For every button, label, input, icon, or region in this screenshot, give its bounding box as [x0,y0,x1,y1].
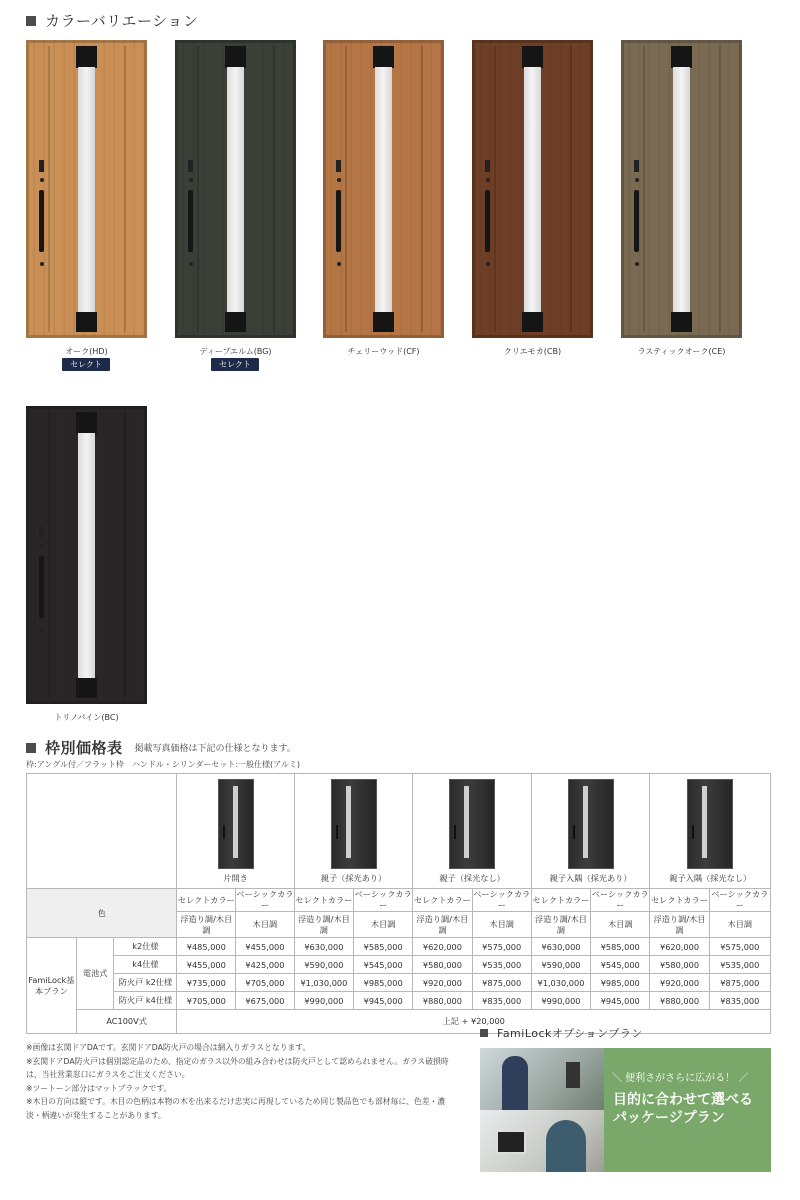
ac-label: AC100V式 [76,1010,177,1034]
price-cell: ¥455,000 [236,938,295,956]
price-cell: ¥675,000 [236,992,295,1010]
table-corner [27,774,177,889]
price-cell: ¥705,000 [177,992,236,1010]
grain-col: 木目調 [591,912,650,938]
door-color-label: チェリーウッド(CF) [347,347,420,356]
person-illustration [546,1120,586,1172]
ac-price: 上記 + ¥20,000 [177,1010,771,1034]
door-thumbnail [687,779,733,869]
price-cell: ¥545,000 [354,956,413,974]
price-cell: ¥620,000 [413,938,472,956]
price-section-subtitle: 掲載写真価格は下記の仕様となります。 [134,744,296,754]
glass-panel [375,67,392,313]
door-color-label: クリエモカ(CB) [503,347,562,356]
select-color-col: セレクトカラー [650,889,709,912]
price-cell: ¥535,000 [709,956,770,974]
price-cell: ¥875,000 [472,974,531,992]
price-table [26,773,771,1034]
option-plan-banner[interactable] [480,1048,771,1172]
glass-panel [78,67,95,313]
door-type-cell [294,774,413,889]
door-type-cell [177,774,294,889]
door-swatch [26,406,147,704]
door-type-label: 親子入隅（採光なし） [669,873,752,883]
price-cell: ¥585,000 [591,938,650,956]
price-cell: ¥945,000 [591,992,650,1010]
door-handle [188,190,193,252]
price-cell: ¥1,030,000 [294,974,353,992]
monitor-icon [496,1130,526,1154]
price-cell: ¥735,000 [177,974,236,992]
footnote: ※画像は玄関ドアDAです。玄関ドアDA防火戸の場合は網入りガラスとなります。 [26,1043,311,1052]
door-color-label: トリノパイン(BC) [54,713,119,722]
banner-headline-line1: 目的に合わせて選べる [613,1092,753,1108]
square-bullet-icon [26,743,36,753]
select-color-col: セレクトカラー [531,889,590,912]
grain-col: 浮造り調/木目調 [294,912,353,938]
person-illustration [502,1056,528,1110]
square-bullet-icon [26,16,36,26]
price-cell: ¥990,000 [531,992,590,1010]
door-swatch [323,40,444,338]
price-cell: ¥580,000 [413,956,472,974]
footnote: ※ツートーン部分はマットブラックです。 [26,1083,172,1093]
price-cell: ¥945,000 [354,992,413,1010]
price-cell: ¥880,000 [413,992,472,1010]
price-section-header [26,737,296,758]
grain-col: 浮造り調/木目調 [413,912,472,938]
price-cell: ¥630,000 [531,938,590,956]
grain-col: 木目調 [472,912,531,938]
price-cell: ¥705,000 [236,974,295,992]
select-badge: セレクト [62,358,110,371]
door-color-label: ラスティックオーク(CE) [637,347,726,356]
battery-label: 電池式 [76,938,114,1010]
price-cell: ¥425,000 [236,956,295,974]
price-cell: ¥575,000 [472,938,531,956]
price-cell: ¥835,000 [472,992,531,1010]
door-color-label: オーク(HD) [65,347,108,356]
grain-col: 木目調 [236,912,295,938]
door-swatch [621,40,742,338]
basic-color-col: ベーシックカラー [354,889,412,910]
price-cell: ¥590,000 [531,956,590,974]
price-section-title: 枠別価格表 [45,739,123,757]
spec-label: k2仕様 [114,938,177,956]
photo-intercom [480,1048,604,1110]
glass-panel [524,67,541,313]
basic-color-col: ベーシックカラー [473,889,531,910]
glass-panel [227,67,244,313]
door-thumbnail [331,779,377,869]
price-cell: ¥535,000 [472,956,531,974]
basic-color-col: ベーシックカラー [236,889,294,910]
door-type-label: 親子（採光なし） [439,873,505,883]
footnote: ※玄関ドアDA防火戸は個別認定品のため、指定のガラス以外の組み合わせは防火戸として認められません。ガラス破損時は、当社営業窓口にガラスをご注文ください。 [26,1056,449,1079]
option-section-header [480,1025,643,1041]
intercom-icon [566,1062,580,1088]
footnote: ※木目の方向は縦です。木目の色柄は本物の木を出来るだけ忠実に再現しているため同じ製品色でも部材毎に、色差・濃淡・柄違いが発生することがあります。 [26,1097,446,1120]
door-type-cell [531,774,650,889]
price-cell: ¥920,000 [413,974,472,992]
select-color-col: セレクトカラー [177,889,236,912]
door-type-label: 親子（採光あり） [320,873,387,883]
door-thumbnail [218,779,254,869]
price-cell: ¥590,000 [294,956,353,974]
door-thumbnail [449,779,495,869]
door-swatch [26,40,147,338]
price-cell: ¥585,000 [354,938,413,956]
price-cell: ¥835,000 [709,992,770,1010]
price-cell: ¥630,000 [294,938,353,956]
grain-col: 浮造り調/木目調 [531,912,590,938]
door-handle [634,190,639,252]
glass-panel [78,433,95,679]
door-type-label: 片開き [223,873,248,883]
price-cell: ¥1,030,000 [531,974,590,992]
price-cell: ¥485,000 [177,938,236,956]
door-color-label: ディープエルム(BG) [199,347,272,356]
color-header: 色 [27,889,177,938]
select-color-col: セレクトカラー [294,889,353,912]
color-section-title: カラーバリエーション [45,12,199,30]
price-cell: ¥580,000 [650,956,709,974]
option-section-title: FamiLockオプションプラン [497,1027,643,1040]
door-handle [336,190,341,252]
price-cell: ¥985,000 [591,974,650,992]
glass-panel [673,67,690,313]
basic-color-col: ベーシックカラー [709,889,770,912]
spec-label: 防火戸 k2仕様 [114,974,177,992]
spec-label: 防火戸 k4仕様 [114,992,177,1010]
price-cell: ¥545,000 [591,956,650,974]
spec-note: 枠:アングル付／フラット枠 ハンドル・シリンダーセット:一般仕様(アルミ) [26,760,300,769]
banner-headline-line2: パッケージプラン [613,1110,725,1126]
select-badge: セレクト [211,358,259,371]
price-cell: ¥875,000 [709,974,770,992]
price-cell: ¥620,000 [650,938,709,956]
door-type-cell [650,774,771,889]
spec-label: k4仕様 [114,956,177,974]
grain-col: 浮造り調/木目調 [177,912,236,938]
footnotes [26,1041,456,1122]
banner-headline [613,1091,753,1127]
door-swatch [472,40,593,338]
door-handle [39,190,44,252]
door-swatch [175,40,296,338]
price-cell: ¥575,000 [709,938,770,956]
door-handle [485,190,490,252]
door-handle [39,556,44,618]
door-type-label: 親子入隅（採光あり） [549,873,632,883]
select-color-col: セレクトカラー [413,889,472,912]
basic-color-col: ベーシックカラー [591,889,649,910]
price-cell: ¥455,000 [177,956,236,974]
grain-col: 木目調 [354,912,413,938]
price-cell: ¥985,000 [354,974,413,992]
grain-col: 浮造り調/木目調 [650,912,709,938]
door-type-cell [413,774,532,889]
row-group-label: FamiLock基本プラン [27,938,77,1034]
price-cell: ¥920,000 [650,974,709,992]
price-cell: ¥880,000 [650,992,709,1010]
color-section-header [26,10,198,31]
grain-col: 木目調 [709,912,770,938]
square-bullet-icon [480,1029,488,1037]
banner-tagline: ＼ 便利さがさらに広がる！ ／ [612,1073,749,1084]
price-cell: ¥990,000 [294,992,353,1010]
door-thumbnail [568,779,614,869]
